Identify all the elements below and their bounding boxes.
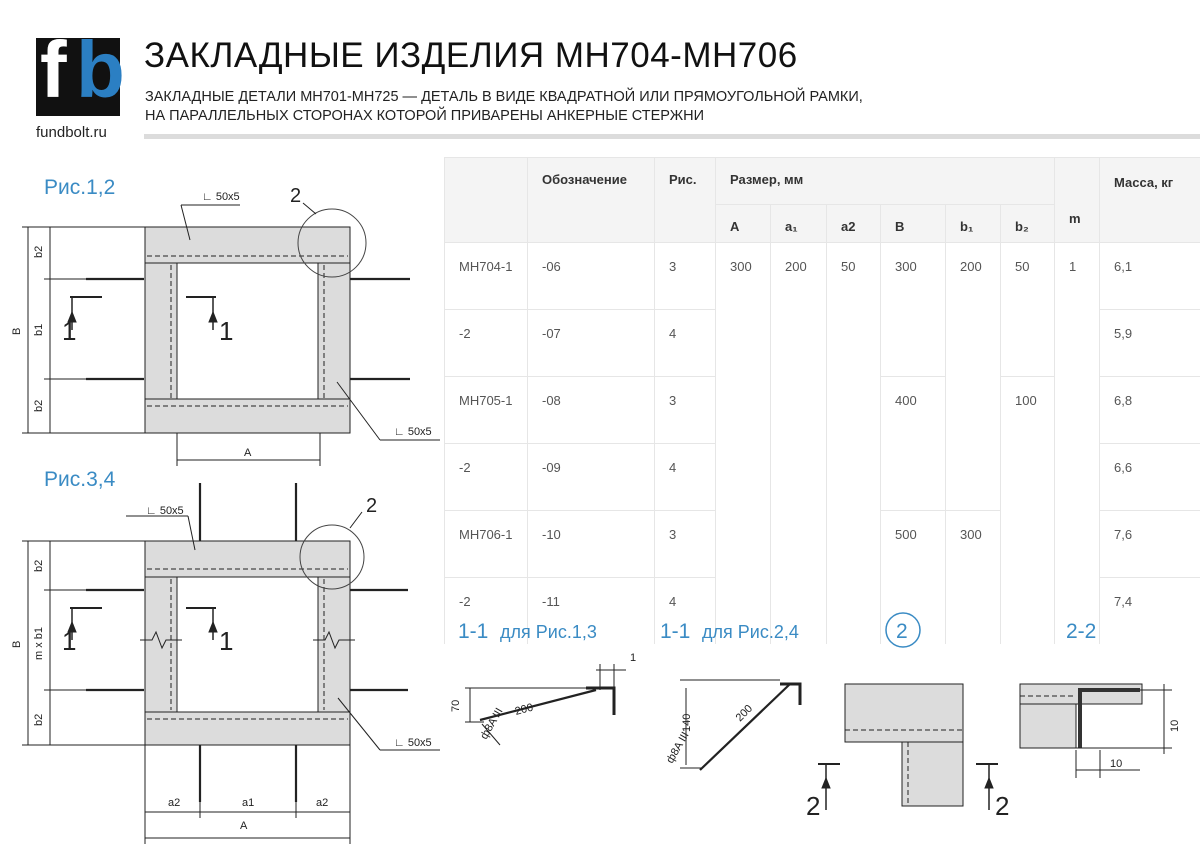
section-1-1-b-drawing	[680, 680, 800, 770]
figure-label-3-4: Рис.3,4	[44, 468, 116, 491]
sec11a-dim-200: 200	[513, 701, 535, 718]
cell-B: 400	[881, 377, 946, 511]
logo-letter-f: f	[40, 25, 67, 114]
cell-suffix: -07	[528, 310, 655, 377]
detail-2-cut-left: 2	[806, 791, 821, 821]
sec11a-dim-1: 1	[630, 652, 637, 664]
section-2-2-drawing	[1020, 684, 1172, 778]
sec22-dim-10-vertical: 10	[1169, 719, 1181, 732]
logo-letter-b: b	[76, 25, 125, 114]
fig12-section-mark-left: 1	[62, 316, 77, 346]
th-designation: Обозначение	[528, 158, 655, 243]
fig12-dim-b2-top: b2	[33, 245, 45, 258]
fig34-dim-a2-right: a2	[316, 797, 329, 809]
cell-fig: 3	[655, 243, 716, 310]
th-a1: a₁	[771, 205, 827, 243]
cell-name: МН706-1	[445, 511, 528, 578]
cell-fig: 4	[655, 310, 716, 377]
fig12-angle-top-label: ∟ 50x5	[202, 191, 240, 203]
cell-mass: 7,4	[1100, 578, 1200, 645]
fig12-angle-bottom-label: ∟ 50x5	[394, 426, 432, 438]
section-1-1-a-sub: для Рис.1,3	[500, 622, 597, 642]
subtitle-line-2: НА ПАРАЛЛЕЛЬНЫХ СТОРОНАХ КОТОРОЙ ПРИВАРЕНЫ АНКЕРНЫЕ СТЕРЖНИ	[145, 108, 705, 124]
cell-name: -2	[445, 578, 528, 645]
cell-mass: 6,8	[1100, 377, 1200, 444]
fig34-dim-a2-left: a2	[168, 797, 181, 809]
section-2-2-label: 2-2	[1066, 620, 1097, 643]
cell-b2: 50	[1001, 243, 1055, 377]
section-1-1-b-sub: для Рис.2,4	[702, 622, 799, 642]
cell-a1: 200	[771, 243, 827, 645]
cell-suffix: -08	[528, 377, 655, 444]
cell-suffix: -06	[528, 243, 655, 310]
cell-mass: 7,6	[1100, 511, 1200, 578]
cell-A: 300	[716, 243, 771, 645]
cell-fig: 3	[655, 511, 716, 578]
th-A: A	[716, 205, 771, 243]
cell-suffix: -10	[528, 511, 655, 578]
fig34-dim-b2-top: b2	[33, 559, 45, 572]
fig34-dim-m-b1: m x b1	[33, 626, 45, 660]
fig34-callout-number: 2	[366, 495, 378, 517]
th-b1: b₁	[946, 205, 1001, 243]
fig34-dim-A: A	[240, 820, 248, 832]
th-B: B	[881, 205, 946, 243]
subtitle-line-1: ЗАКЛАДНЫЕ ДЕТАЛИ МН701-МН725 — ДЕТАЛЬ В ВИДЕ КВАДРАТНОЙ ИЛИ ПРЯМОУГОЛЬНОЙ РАМКИ,	[145, 89, 863, 105]
cell-suffix: -09	[528, 444, 655, 511]
th-mass: Масса, кг	[1100, 158, 1200, 243]
cell-name: МН705-1	[445, 377, 528, 444]
cell-fig: 4	[655, 578, 716, 645]
th-a2: a2	[827, 205, 881, 243]
cell-mass: 6,6	[1100, 444, 1200, 511]
sec11b-dim-200: 200	[733, 702, 756, 725]
sec11a-rebar: ф8A III	[478, 705, 506, 742]
sec11b-rebar: ф8A III	[664, 729, 692, 766]
fig12-dim-B: B	[11, 327, 23, 335]
fig34-angle-bottom-label: ∟ 50x5	[394, 737, 432, 749]
figure-3-4-drawing	[22, 483, 440, 844]
cell-m: 1	[1055, 243, 1100, 645]
cell-b2: 100	[1001, 377, 1055, 645]
fig34-dim-B: B	[11, 640, 23, 648]
logo-caption: fundbolt.ru	[36, 124, 107, 141]
detail-2-cut-right: 2	[995, 791, 1010, 821]
th-size: Размер, мм	[716, 158, 1055, 205]
sec11b-dim-140: 140	[681, 713, 693, 732]
fig12-section-mark-right: 1	[219, 316, 234, 346]
fig34-section-mark-left: 1	[62, 626, 77, 656]
detail-2-drawing	[818, 613, 998, 810]
cell-a2: 50	[827, 243, 881, 645]
cell-B: 500	[881, 511, 946, 645]
cell-mass: 5,9	[1100, 310, 1200, 377]
sec22-dim-10-horizontal: 10	[1110, 758, 1123, 770]
cell-B: 300	[881, 243, 946, 377]
cell-mass: 6,1	[1100, 243, 1200, 310]
th-m: m	[1069, 210, 1081, 226]
page-title: ЗАКЛАДНЫЕ ИЗДЕЛИЯ МН704-МН706	[144, 36, 798, 75]
cell-name: -2	[445, 444, 528, 511]
fig12-callout-number: 2	[290, 185, 302, 207]
fig12-dim-A: A	[244, 447, 252, 459]
detail-2-callout: 2	[896, 620, 908, 643]
cell-fig: 3	[655, 377, 716, 444]
section-1-1-a-title: 1-1	[458, 620, 489, 643]
fig34-dim-b2-bottom: b2	[33, 713, 45, 726]
figure-label-1-2: Рис.1,2	[44, 176, 116, 199]
cell-suffix: -11	[528, 578, 655, 645]
cell-fig: 4	[655, 444, 716, 511]
fig34-dim-a1: a1	[242, 797, 255, 809]
th-fig: Рис.	[655, 158, 716, 243]
sec11a-dim-70: 70	[450, 699, 462, 712]
section-1-1-b-title: 1-1	[660, 620, 691, 643]
cell-b1: 300	[946, 511, 1001, 645]
fig34-angle-top-label: ∟ 50x5	[146, 505, 184, 517]
cell-b1: 200	[946, 243, 1001, 511]
cell-name: МН704-1	[445, 243, 528, 310]
cell-name: -2	[445, 310, 528, 377]
fig34-section-mark-right: 1	[219, 626, 234, 656]
fig12-dim-b1: b1	[33, 323, 45, 336]
th-b2: b₂	[1001, 205, 1055, 243]
fig12-dim-b2-bottom: b2	[33, 399, 45, 412]
